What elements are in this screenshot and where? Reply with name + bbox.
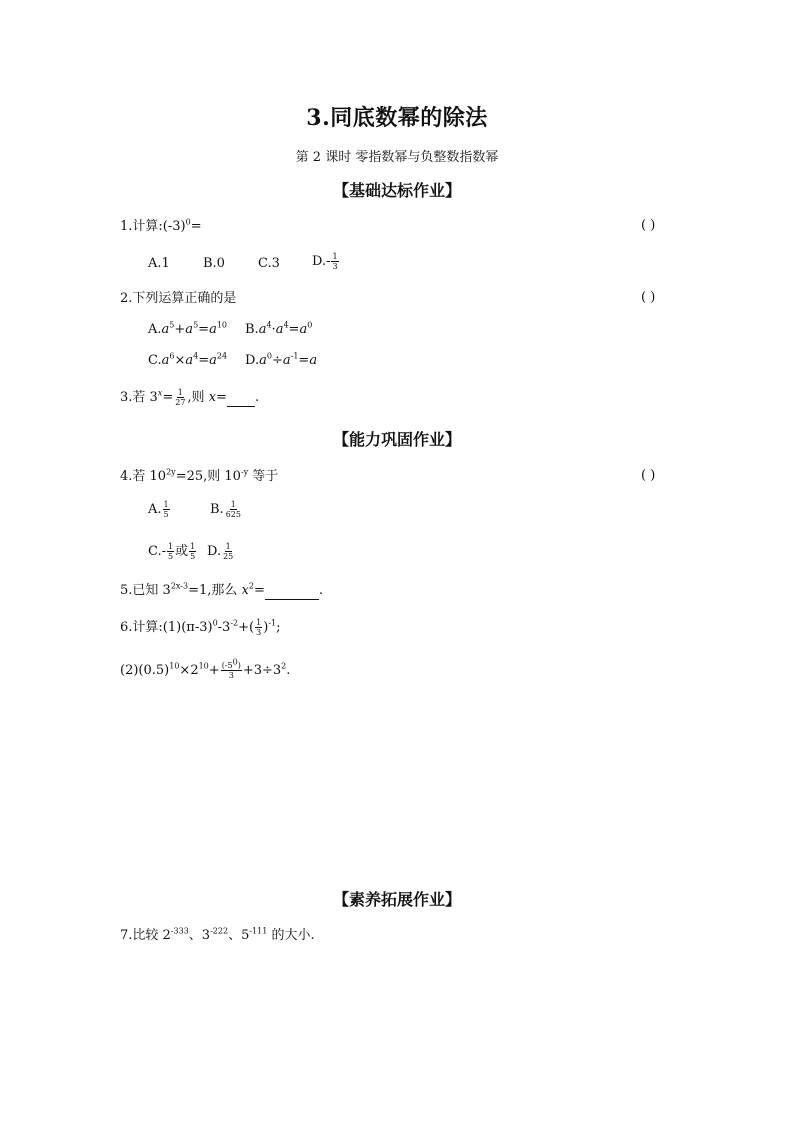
q6-part-2-fraction: $\frac{(-5^0)}{3}$ <box>221 657 241 680</box>
q1-answer-paren: ( ) <box>641 218 656 233</box>
q2-option-b: $B.a^4\cdot a^4=a^0$ <box>245 320 313 337</box>
section-heading-extension: 【素养拓展作业】 <box>332 890 461 909</box>
q1-option-c: C.3 <box>258 256 280 271</box>
q4-option-b: B. $\frac{1}{625}$ <box>210 500 241 519</box>
q3-answer-blank[interactable] <box>227 393 255 407</box>
q5-answer-blank[interactable] <box>265 586 319 600</box>
question-2: 2.下列运算正确的是 <box>120 291 237 306</box>
question-6-part-1: 6.计算$:(1)(\pi-3)^0-3^{-2}+$( $\frac{1}{3}$ )$^{-1}$; <box>120 618 281 637</box>
q2-answer-paren: ( ) <box>641 290 656 305</box>
q1-option-d-fraction: $\frac{1}{3}$ <box>332 252 338 271</box>
question-3: 3.若 $3^x=$ $\frac{1}{27}$ ,则 x= . <box>120 388 260 407</box>
q2-option-c: $C.a^6\times a^4=a^{24}$ <box>148 351 228 368</box>
question-1 <box>120 218 202 236</box>
section-heading-consolidation: 【能力巩固作业】 <box>332 430 461 449</box>
q1-label: 1.计算:(-3) <box>120 219 186 234</box>
question-5: 5.已知 $3^{2x-3}=1$,那么 $x^2=$ . <box>120 581 323 598</box>
q4-answer-paren: ( ) <box>641 468 656 483</box>
question-7: 7.比较 $2^{-333}$、$3^{-222}$、$5^{-111}$ 的大小. <box>120 926 315 943</box>
q4-option-c: C.- $\frac{1}{5}$ 或 $\frac{1}{5}$ <box>148 542 196 561</box>
q2-option-a: $A.a^5+a^5=a^{10}$ <box>148 320 228 337</box>
q4-option-a-fraction: $\frac{1}{5}$ <box>163 500 169 519</box>
page-title: 3.同底数幂的除法 <box>306 105 488 131</box>
section-heading-basic: 【基础达标作业】 <box>332 181 461 200</box>
question-4: 4.若 $10^{2y}=25$,则 $10^{-y}$ 等于 <box>120 467 279 484</box>
q4-option-b-fraction: $\frac{1}{625}$ <box>225 500 241 519</box>
q1-exponent: 0 <box>185 217 191 227</box>
q6-part-1-fraction: $\frac{1}{3}$ <box>256 618 262 637</box>
q3-fraction: $\frac{1}{27}$ <box>175 388 186 407</box>
q1-option-a: A.1 <box>148 256 170 271</box>
q4-option-c-fraction-1: $\frac{1}{5}$ <box>168 542 174 561</box>
q4-option-d-fraction: $\frac{1}{25}$ <box>223 542 234 561</box>
q1-option-b: B.0 <box>203 256 225 271</box>
page-subtitle: 第 2 课时 零指数幂与负整数指数幂 <box>295 150 499 165</box>
q4-option-c-fraction-2: $\frac{1}{5}$ <box>190 542 196 561</box>
q4-option-a: A. $\frac{1}{5}$ <box>148 500 169 519</box>
q1-tail: = <box>190 219 202 234</box>
question-6-part-2: $(2)(0.5)^{10}\times 2^{10}+$ $\frac{(-5^0)}{3}$ $+3\div 3^2$. <box>120 657 291 680</box>
q1-option-d: D.- $\frac{1}{3}$ <box>312 252 338 271</box>
q2-option-d: $D.a^0\div a^{-1}=a$ <box>245 351 318 368</box>
q4-option-d: D. $\frac{1}{25}$ <box>207 542 234 561</box>
